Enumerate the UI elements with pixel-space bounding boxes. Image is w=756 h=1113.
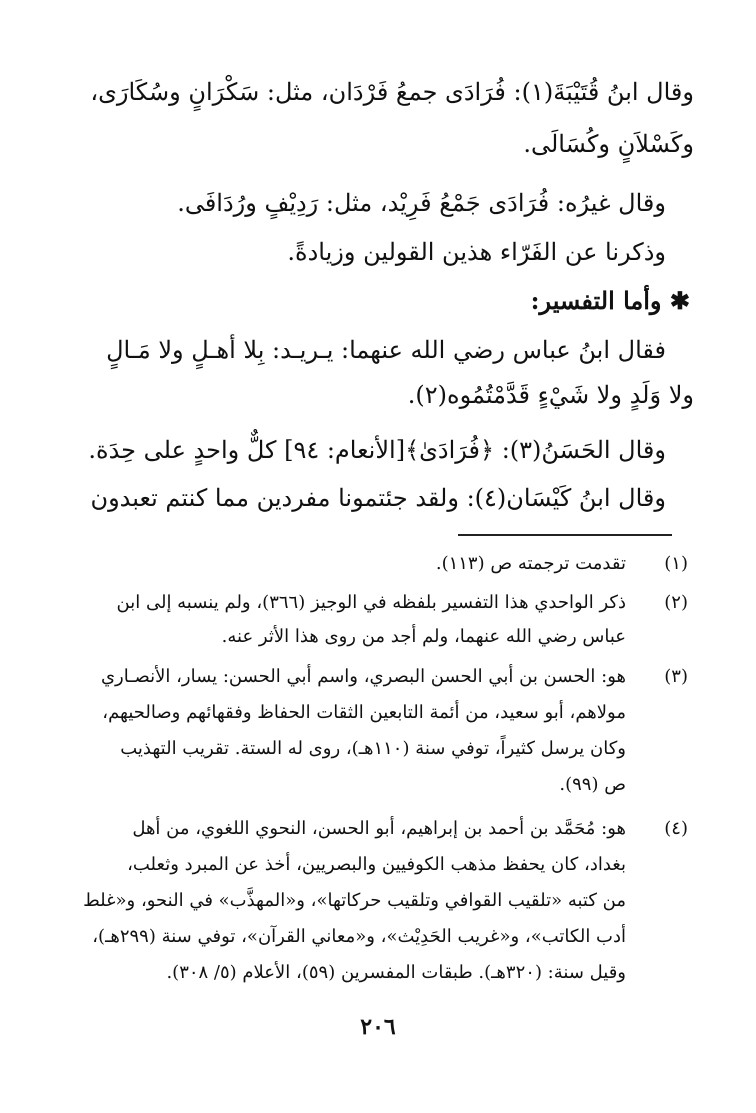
footnote-text-line: أدب الكاتب»، و«غريب الحَدِيْث»، و«معاني القرآن»، توفي سنة (٢٩٩هـ)،	[92, 926, 626, 947]
main-text-line-2: وكَسْلاَنٍ وكُسَالَى.	[523, 130, 694, 158]
footnote-marker: (٣)	[664, 666, 688, 687]
footnote-text-line: بغداد، كان يحفظ مذهب الكوفيين والبصريين، أخذ عن المبرد وثعلب،	[127, 854, 626, 875]
footnote-marker: (٢)	[664, 592, 688, 613]
footnote-marker: (٤)	[664, 818, 688, 839]
main-text-line-8: وقال ابنُ كَيْسَان(٤): ولقد جئتمونا مفردين مما كنتم تعبدون	[90, 484, 666, 512]
footnote-text-line: وكان يرسل كثيراً، توفي سنة (١١٠هـ)، روى له الستة. تقريب التهذيب	[120, 738, 626, 759]
footnote-text-line: وقيل سنة: (٣٢٠هـ). طبقات المفسرين (٥٩)، الأعلام (٥/ ٣٠٨).	[166, 962, 626, 983]
footnote-text-line: ذكر الواحدي هذا التفسير بلفظه في الوجيز (٣٦٦)، ولم ينسبه إلى ابن	[116, 592, 626, 613]
page-number: ٢٠٦	[360, 1014, 396, 1040]
main-text-line-6: ولا وَلَدٍ ولا شَيْءٍ قَدَّمْتُمُوه(٢).	[407, 381, 694, 409]
footnote-text-line: هو: الحسن بن أبي الحسن البصري، واسم أبي الحسن: يسار، الأنصـاري	[100, 666, 626, 687]
footnote-text-line: مولاهم، أبو سعيد، من أئمة التابعين الثقات الحفاظ وفقهائهم وصالحيهم،	[102, 702, 626, 723]
footnote-text-line: من كتبه «تلقيب القوافي وتلقيب حركاتها»، و«المهذَّب» في النحو، و«غلط	[83, 890, 626, 911]
footnote-separator	[458, 534, 672, 536]
main-text-line-4: وذكرنا عن الفَرّاء هذين القولين وزيادةً.	[287, 238, 666, 266]
main-text-line-3: وقال غيرُه: فُرَادَى جَمْعُ فَرِيْد، مثل: رَدِيْفٍ ورُدَافَى.	[177, 189, 666, 217]
main-text-line-5: فقال ابنُ عباس رضي الله عنهما: يـريـد: بِلا أهـلٍ ولا مَـالٍ	[106, 336, 666, 364]
main-text-line-1: وقال ابنُ قُتَيْبَةَ(١): فُرَادَى جمعُ فَرْدَان، مثل: سَكْرَانٍ وسُكَارَى،	[90, 78, 694, 106]
footnote-text-line: تقدمت ترجمته ص (١١٣).	[435, 553, 626, 574]
section-heading: ✱ وأما التفسير:	[530, 286, 690, 315]
main-text-line-7: وقال الحَسَنُ(٣): ﴿فُرَادَىٰ﴾[الأنعام: ٩٤] كلٌّ واحدٍ على حِدَة.	[88, 436, 666, 464]
footnote-text-line: عباس رضي الله عنهما، ولم أجد من روى هذا الأثر عنه.	[221, 626, 626, 647]
footnote-marker: (١)	[664, 553, 688, 574]
footnote-text-line: هو: مُحَمَّد بن أحمد بن إبراهيم، أبو الحسن، النحوي اللغوي، من أهل	[132, 818, 626, 839]
footnote-text-line: ص (٩٩).	[559, 774, 626, 795]
